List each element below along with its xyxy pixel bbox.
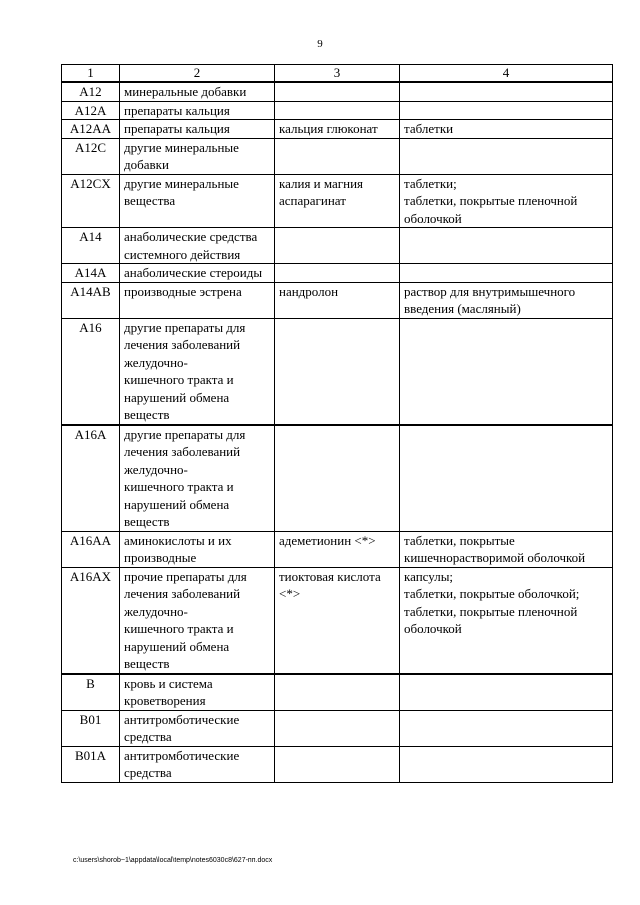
group-name-cell: анаболические стероиды [120, 264, 275, 283]
substance-cell [275, 710, 400, 746]
group-name-cell: препараты кальция [120, 120, 275, 139]
group-name-cell: антитромботические средства [120, 710, 275, 746]
substance-cell: тиоктовая кислота <*> [275, 567, 400, 674]
dosage-form-cell [400, 425, 613, 532]
dosage-form-cell [400, 710, 613, 746]
atc-code-cell: A14A [62, 264, 120, 283]
substance-cell [275, 264, 400, 283]
table-row [62, 567, 613, 674]
group-name-cell: производные эстрена [120, 282, 275, 318]
atc-code-cell: A12CX [62, 174, 120, 228]
atc-code-cell: A14AB [62, 282, 120, 318]
group-name-cell: другие препараты для лечения заболеваний желудочно- кишечного тракта и нарушений обмена веществ [120, 318, 275, 425]
table-row [62, 120, 613, 139]
dosage-form-cell [400, 101, 613, 120]
group-name-cell: препараты кальция [120, 101, 275, 120]
dosage-form-cell [400, 746, 613, 782]
substance-cell: нандролон [275, 282, 400, 318]
page-number: 9 [317, 38, 323, 50]
atc-code-cell: A16 [62, 318, 120, 425]
group-name-cell: другие препараты для лечения заболеваний желудочно- кишечного тракта и нарушений обмена веществ [120, 425, 275, 532]
atc-code-cell: A12AA [62, 120, 120, 139]
table-row [62, 101, 613, 120]
substance-cell [275, 746, 400, 782]
table-row [62, 138, 613, 174]
atc-code-cell: B [62, 674, 120, 711]
table-row [62, 228, 613, 264]
group-name-cell: анаболические средства системного действия [120, 228, 275, 264]
dosage-form-cell: раствор для внутримышечного введения (масляный) [400, 282, 613, 318]
column-header-2: 2 [120, 65, 275, 83]
table-row [62, 674, 613, 711]
table-row [62, 746, 613, 782]
atc-code-cell: B01 [62, 710, 120, 746]
atc-code-cell: A16A [62, 425, 120, 532]
table-row [62, 82, 613, 101]
dosage-form-cell [400, 318, 613, 425]
atc-code-cell: A16AA [62, 531, 120, 567]
column-header-4: 4 [400, 65, 613, 83]
group-name-cell: кровь и система кроветворения [120, 674, 275, 711]
table-row [62, 174, 613, 228]
dosage-form-cell [400, 138, 613, 174]
dosage-form-cell: таблетки [400, 120, 613, 139]
substance-cell [275, 425, 400, 532]
table-row [62, 318, 613, 425]
dosage-form-cell: капсулы; таблетки, покрытые оболочкой; таблетки, покрытые пленочной оболочкой [400, 567, 613, 674]
group-name-cell: антитромботические средства [120, 746, 275, 782]
substance-cell [275, 138, 400, 174]
column-header-3: 3 [275, 65, 400, 83]
substance-cell: адеметионин <*> [275, 531, 400, 567]
atc-code-cell: A12 [62, 82, 120, 101]
table-row [62, 282, 613, 318]
group-name-cell: другие минеральные вещества [120, 174, 275, 228]
substance-cell [275, 674, 400, 711]
substance-cell [275, 101, 400, 120]
dosage-form-cell [400, 674, 613, 711]
atc-code-cell: B01A [62, 746, 120, 782]
column-header-1: 1 [62, 65, 120, 83]
dosage-form-cell: таблетки, покрытые кишечнорастворимой оболочкой [400, 531, 613, 567]
document-file-path: c:\users\shorob~1\appdata\local\temp\notes6030c8\627-пп.docx [73, 857, 273, 864]
atc-code-cell: A14 [62, 228, 120, 264]
dosage-form-cell [400, 264, 613, 283]
substance-cell: кальция глюконат [275, 120, 400, 139]
table-row [62, 264, 613, 283]
dosage-form-cell [400, 228, 613, 264]
group-name-cell: другие минеральные добавки [120, 138, 275, 174]
table-body [62, 82, 613, 782]
substance-cell [275, 82, 400, 101]
dosage-form-cell [400, 82, 613, 101]
group-name-cell: минеральные добавки [120, 82, 275, 101]
drug-classification-table [61, 64, 613, 783]
group-name-cell: прочие препараты для лечения заболеваний желудочно- кишечного тракта и нарушений обмена веществ [120, 567, 275, 674]
table-row [62, 710, 613, 746]
substance-cell [275, 318, 400, 425]
atc-code-cell: A12C [62, 138, 120, 174]
table-row [62, 531, 613, 567]
dosage-form-cell: таблетки; таблетки, покрытые пленочной оболочкой [400, 174, 613, 228]
table-header-row [62, 65, 613, 83]
atc-code-cell: A12A [62, 101, 120, 120]
table-row [62, 425, 613, 532]
substance-cell: калия и магния аспарагинат [275, 174, 400, 228]
substance-cell [275, 228, 400, 264]
atc-code-cell: A16AX [62, 567, 120, 674]
group-name-cell: аминокислоты и их производные [120, 531, 275, 567]
